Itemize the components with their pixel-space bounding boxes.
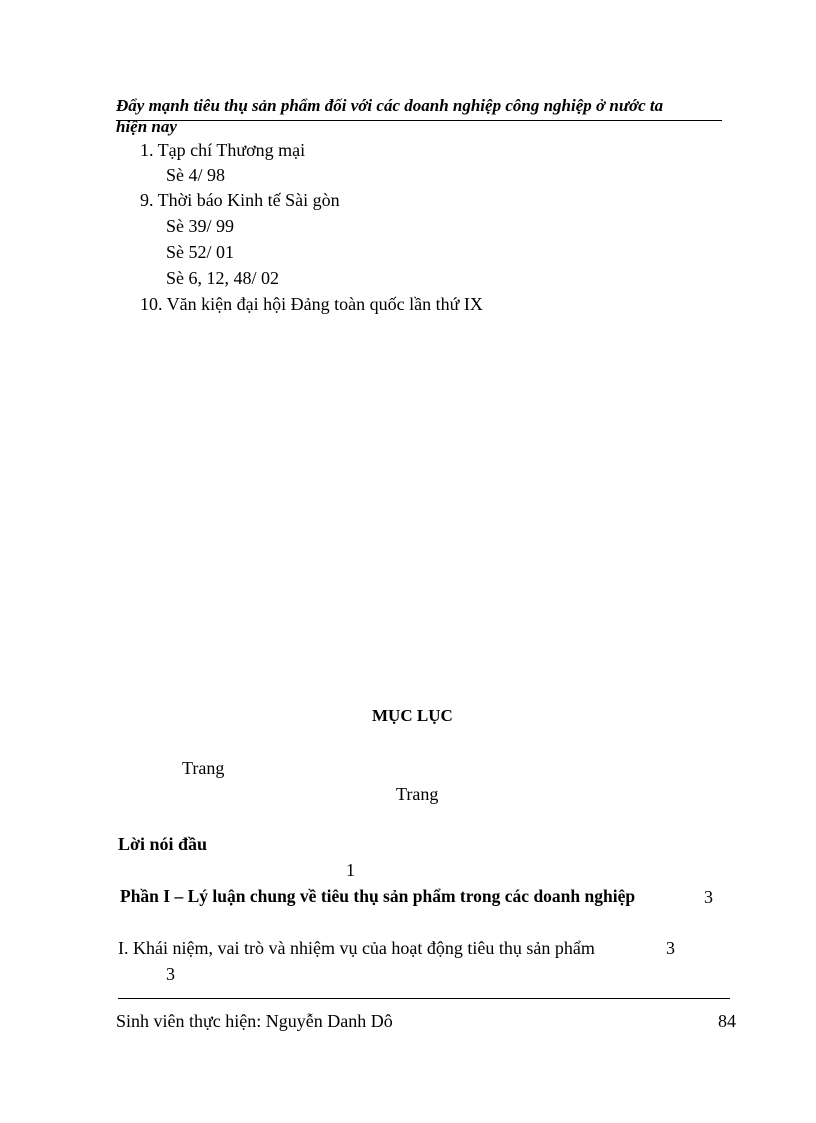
footer-author: Sinh viên thực hiện: Nguyễn Danh Dô	[116, 1011, 393, 1031]
toc-part1-page: 3	[704, 887, 713, 907]
toc-preface-page: 1	[346, 860, 355, 880]
toc-preface-label: Lời nói đầu	[118, 834, 208, 854]
reference-item-9-title: 9. Thời báo Kinh tế Sài gòn	[140, 190, 340, 210]
toc-section1-label: I. Khái niệm, vai trò và nhiệm vụ của hoạt động tiêu thụ sản phẩm	[118, 938, 595, 958]
reference-item-10-title: 10. Văn kiện đại hội Đảng toàn quốc lần thứ IX	[140, 294, 483, 314]
running-header-line-2: hiện nay	[116, 117, 177, 136]
reference-item-9-issue-2: Sè 52/ 01	[166, 242, 235, 262]
running-header-line-1: Đẩy mạnh tiêu thụ sản phẩm đối với các doanh nghiệp công nghiệp ở nước ta	[116, 96, 664, 115]
header-rule	[116, 120, 722, 121]
toc-page-label-left: Trang	[182, 758, 225, 778]
reference-item-1-title: 1. Tạp chí Thương mại	[140, 140, 306, 160]
reference-item-9-issue-3: Sè 6, 12, 48/ 02	[166, 268, 280, 288]
toc-section1-page: 3	[666, 938, 675, 958]
toc-section1-page-repeat: 3	[166, 964, 175, 984]
footer-page-number: 84	[718, 1011, 736, 1031]
toc-heading: MỤC LỤC	[372, 706, 453, 725]
footer-rule	[118, 998, 730, 999]
reference-item-9-issue-1: Sè 39/ 99	[166, 216, 235, 236]
toc-page-label-center: Trang	[396, 784, 439, 804]
toc-part1-label: Phần I – Lý luận chung về tiêu thụ sản phẩm trong các doanh nghiệp	[120, 886, 636, 906]
reference-item-1-issue-1: Sè 4/ 98	[166, 165, 226, 185]
